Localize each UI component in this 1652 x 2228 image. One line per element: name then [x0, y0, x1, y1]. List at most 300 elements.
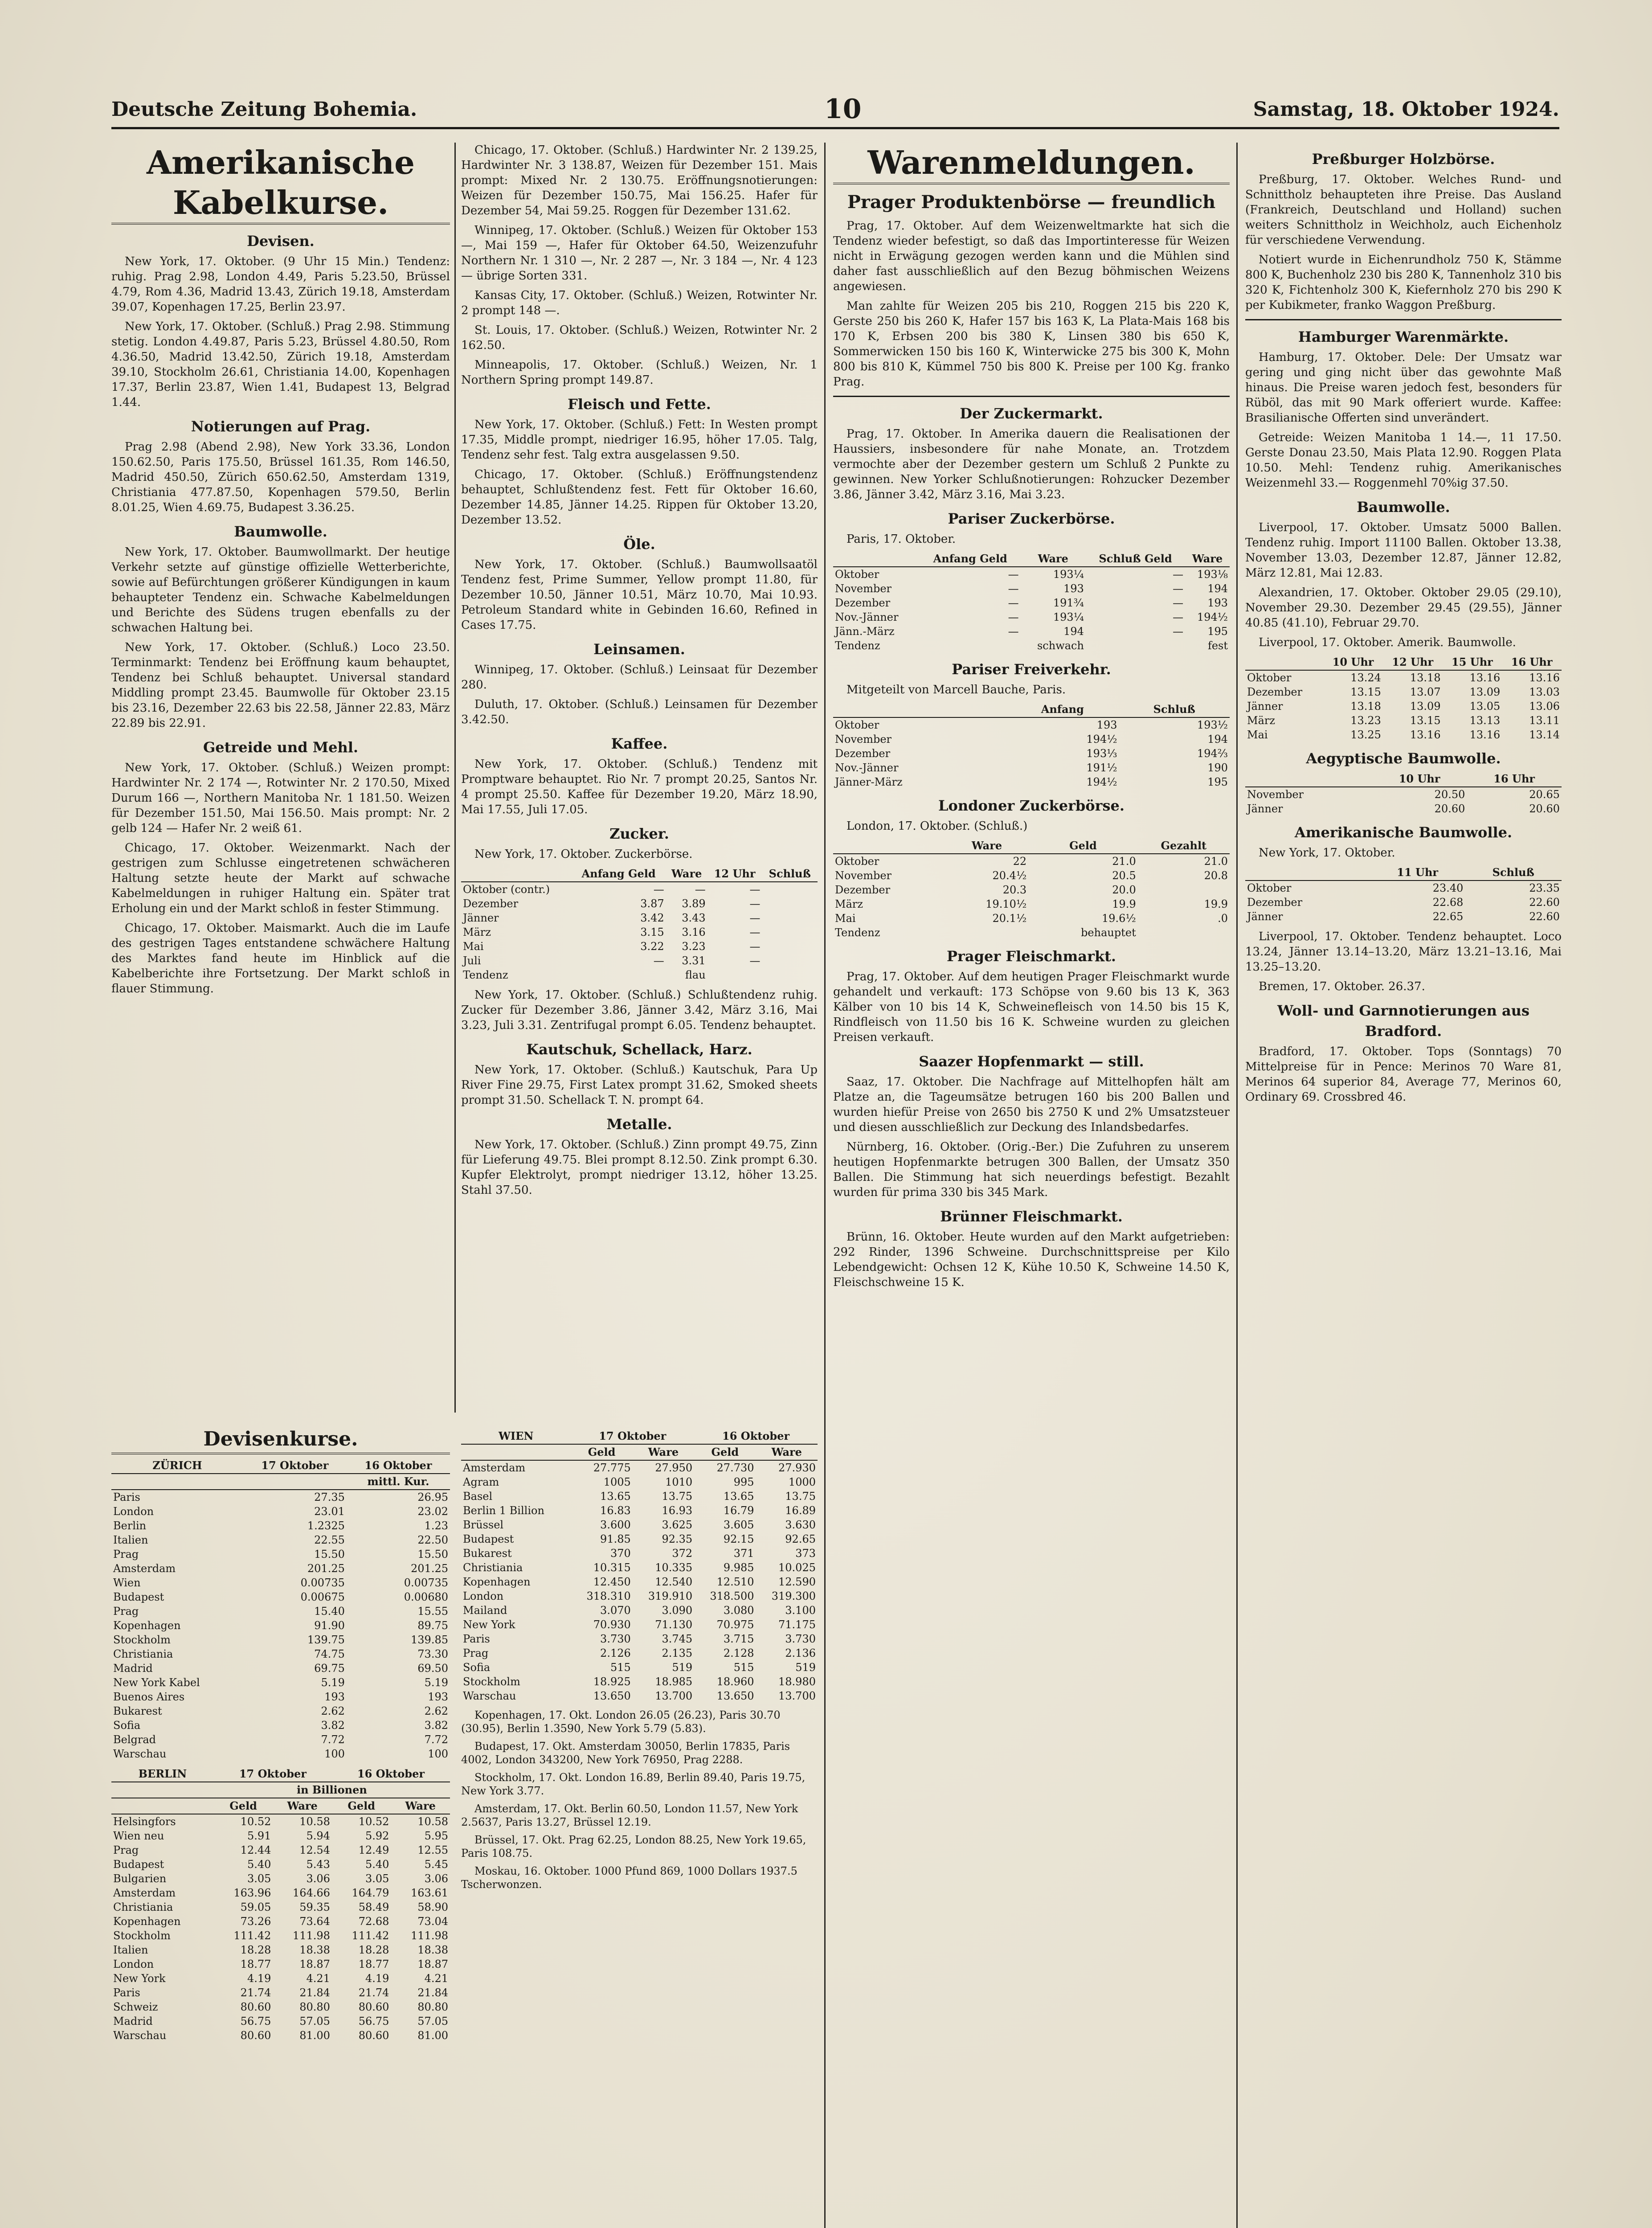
table-cell: Mai: [1247, 729, 1268, 741]
table-cell: 3.605: [723, 1519, 754, 1531]
table-cell: 515: [610, 1661, 631, 1674]
table-cell: 3.16: [682, 926, 706, 938]
table-cell: 16.83: [600, 1504, 631, 1517]
table-cell: 13.650: [593, 1690, 631, 1702]
table-cell: Bukarest: [463, 1547, 512, 1560]
table-cell: 4.21: [306, 1972, 330, 1985]
table-cell: 5.19: [321, 1676, 345, 1689]
table-header-cell: 10 Uhr: [1372, 771, 1467, 787]
table-cell: 190: [1207, 762, 1228, 774]
table-cell: 13.16: [1469, 672, 1501, 684]
table-cell: 2.62: [424, 1705, 448, 1717]
table-cell: 18.87: [417, 1958, 448, 1970]
table-cell: 18.925: [593, 1675, 631, 1688]
table-cell: 163.61: [411, 1887, 448, 1899]
table-row: [461, 939, 818, 954]
table-cell: 12.54: [299, 1844, 330, 1856]
table-cell: [707, 968, 762, 982]
table-cell: 21.84: [299, 1986, 330, 1999]
table-cell: 3.23: [682, 940, 706, 953]
table-cell: Christiania: [113, 1648, 173, 1660]
table-cell: 27.950: [655, 1462, 693, 1474]
table-row: [1245, 728, 1562, 742]
table-cell: 3.87: [640, 897, 664, 910]
table-cell: 13.11: [1529, 714, 1560, 727]
table-cell: 515: [733, 1661, 754, 1674]
table-cell: —: [749, 926, 761, 938]
table-header-cell: [1245, 655, 1323, 670]
table-cell: 193: [1063, 582, 1084, 595]
table-cell: 22.65: [1432, 910, 1464, 923]
table-header-cell: [833, 551, 920, 567]
section-leinsamen: Leinsamen.: [593, 641, 685, 658]
table-cell: 193¼: [1053, 568, 1084, 581]
article-paragraph: New York, 17. Oktober. (Schluß.) Tendenz mit Promptware behauptet. Rio Nr. 7 prompt 20.25, Santos Nr. 4 prompt 25.50. Kaffee für Dezember 19.20, März 18.90, Mai 17.55, Juli 17.05.: [461, 758, 818, 816]
table-row: [111, 1675, 450, 1690]
section-zuckermarkt: Der Zuckermarkt.: [960, 405, 1103, 422]
table-cell: 3.05: [247, 1872, 271, 1885]
table-cell: Tendenz: [835, 639, 880, 652]
article-paragraph: Prag, 17. Oktober. In Amerika dauern die Realisationen der Haussiers, insbesondere für nahe Monate, an. Trotzdem vermochte aber der Dezember gestern um Schluß 2 Punkte zu gewinnen. New Yorker Schlußnotierungen: Rohzucker Dezember 3.86, Jänner 3.42, März 3.16, Mai 3.23.: [833, 427, 1230, 501]
table-cell: —: [1173, 625, 1184, 638]
table-cell: Jänner: [1247, 700, 1283, 713]
table-cell: 1005: [603, 1476, 631, 1488]
table-cell: Oktober: [835, 855, 879, 868]
table-cell: 194½: [1086, 733, 1117, 745]
table-cell: [572, 968, 666, 982]
table-cell: Dezember: [835, 597, 891, 609]
table-cell: Christiania: [463, 1561, 523, 1574]
column-goods-reports: [833, 143, 1230, 2228]
table-cell: 18.77: [358, 1958, 389, 1970]
table-cell: November: [1247, 788, 1304, 801]
table-cell: 13.18: [1410, 672, 1441, 684]
table-cell: 20.4½: [992, 869, 1027, 882]
table-cell: 13.75: [785, 1490, 816, 1503]
table-row: [111, 1943, 450, 1957]
article-paragraph: Prag, 17. Oktober. Auf dem Weizenweltmarkte hat sich die Tendenz wieder befestigt, so daß das Importinteresse für Weizen nicht in Erwägung gezogen werden kann und die Mühlen sind daher fast ausschließlich auf den Bezug böhmischen Weizens angewiesen.: [833, 219, 1230, 293]
table-cell: Prag: [113, 1844, 139, 1856]
section-devisen: Devisen.: [247, 233, 315, 250]
table-cell: 194⅔: [1197, 747, 1228, 760]
table-cell: [1138, 883, 1230, 897]
table-paris-free: [833, 702, 1230, 789]
table-cell: 10.335: [655, 1561, 693, 1574]
table-cell: Prag: [113, 1605, 139, 1618]
table-caption: New York, 17. Oktober.: [1259, 846, 1395, 860]
table-cell: Schweiz: [113, 2001, 158, 2013]
table-cell: 201.25: [411, 1562, 448, 1575]
article-paragraph: New York, 17. Oktober. (Schluß.) Baumwollsaatöl Tendenz fest, Prime Summer, Yellow prompt 11.80, für Dezember 10.50, Jänner 10.51, März 10.70, Mai 10.93. Petroleum Standard white in Gebinden 16.60, Refined in Cases 17.75.: [461, 558, 818, 632]
table-cell: [920, 639, 1021, 653]
table-cell: 7.72: [321, 1733, 345, 1746]
table-cell: 370: [610, 1547, 631, 1560]
table-cell: 5.40: [365, 1858, 389, 1871]
article-paragraph: Duluth, 17. Oktober. (Schluß.) Leinsamen für Dezember 3.42.50.: [461, 698, 818, 726]
table-header-cell: Ware: [1185, 551, 1230, 567]
table-row: [111, 1914, 450, 1929]
headline-goods: Warenmeldungen.: [833, 143, 1230, 184]
table-cell: 56.75: [358, 2015, 389, 2027]
table-cell: Paris: [463, 1633, 490, 1645]
table-cell: 193⅛: [1197, 568, 1228, 581]
section-zucker: Zucker.: [609, 825, 669, 842]
table-cell: Mai: [463, 940, 484, 953]
table-cell: New York Kabel: [113, 1676, 200, 1689]
table-cell: 0.00675: [300, 1591, 345, 1603]
table-cell: Tendenz: [463, 969, 508, 981]
table-cell: 59.05: [240, 1901, 271, 1913]
table-header-cell: Geld: [214, 1798, 273, 1814]
table-row: [833, 775, 1230, 789]
table-row: [833, 854, 1230, 868]
article-paragraph: Chicago, 17. Oktober. Weizenmarkt. Nach der gestrigen zum Schlusse eingetretenen schwächeren Haltung setzte heute der Markt auf schwache Kabelmeldungen in ruhiger Haltung ein. Später trat Erholung ein und der Markt schloß in fester Stimmung.: [111, 841, 450, 915]
table-cell: 19.10½: [985, 898, 1027, 910]
table-cell: 13.700: [655, 1690, 693, 1702]
article-paragraph: Saaz, 17. Oktober. Die Nachfrage auf Mittelhopfen hält am Platze an, die Tageumsätze betrugen 160 bis 200 Ballen und wurden hiefür Preise von 2650 bis 2750 K und 2% Umsatzsteuer und diesen ausschließlich zur Deckung des Inlandsbedarfes.: [833, 1075, 1230, 1134]
table-cell: 5.45: [424, 1858, 448, 1871]
article-paragraph: Chicago, 17. Oktober. Maismarkt. Auch die im Laufe des gestrigen Tages entstandene schwächere Haltung des Marktes fand heute im Hinblick auf die Kabelberichte ihre Fortsetzung. Der Markt schloß in flauer Stimmung.: [111, 922, 450, 995]
table-cell: —: [1173, 568, 1184, 581]
table-cell: 194: [1063, 625, 1084, 638]
wien-forex-block: [461, 1426, 818, 2228]
table-row: [111, 1718, 450, 1732]
table-cell: 5.43: [306, 1858, 330, 1871]
article-paragraph: Getreide: Weizen Manitoba 1 14.—, 11 17.50. Gerste Donau 23.50, Mais Plata 12.90. Roggen Plata 10.50. Mehl: Tendenz ruhig. Amerikanisches Weizenmehl 33.— Roggenmehl 70%ig 37.50.: [1245, 431, 1562, 490]
table-header-cell: Ware: [633, 1444, 694, 1460]
table-cell: 13.09: [1410, 700, 1441, 713]
table-cell: Jänner: [463, 912, 499, 924]
table-row: [833, 897, 1230, 911]
table-cell: 21.74: [240, 1986, 271, 1999]
table-row: [833, 610, 1230, 624]
table-row: [833, 624, 1230, 639]
table-cell: Oktober: [835, 568, 879, 581]
table-row: [111, 1900, 450, 1914]
table-cell: —: [1008, 625, 1019, 638]
table-cell: Madrid: [113, 2015, 153, 2027]
table-cell: Stockholm: [113, 1929, 171, 1942]
table-cell: 10.52: [240, 1815, 271, 1828]
table-row: [111, 1633, 450, 1647]
column-cable-rates: [111, 143, 450, 1413]
table-cell: 2.135: [662, 1647, 693, 1659]
table-cell: 19.9: [1204, 898, 1228, 910]
table-cell: 92.15: [723, 1533, 754, 1545]
table-cell: 71.175: [778, 1618, 816, 1631]
table-cell: 13.700: [778, 1690, 816, 1702]
table-row: [111, 1590, 450, 1604]
berlin-label: BERLIN: [111, 1766, 214, 1782]
article-paragraph: Prag 2.98 (Abend 2.98), New York 33.36, London 150.62.50, Paris 175.50, Brüssel 161.35, Rom 146.50, Madrid 450.50, Zürich 650.62.50, Amsterdam 1319, Christiania 477.87.50, Kopenhagen 579.50, Berlin 8.01.25, Wien 4.69.75, Budapest 3.36.25.: [111, 440, 450, 514]
table-cell: 3.06: [306, 1872, 330, 1885]
table-header-cell: Gezahlt: [1138, 838, 1230, 854]
table-cell: 91.90: [314, 1619, 345, 1632]
article-paragraph: Winnipeg, 17. Oktober. (Schluß.) Leinsaat für Dezember 280.: [461, 663, 818, 692]
table-cell: 3.625: [662, 1519, 693, 1531]
table-cell: Nov.-Jänner: [835, 611, 899, 623]
table-header-cell: [833, 838, 945, 854]
table-cell: Oktober (contr.): [463, 883, 550, 896]
table-cell: 21.0: [1112, 855, 1136, 868]
table-cell: 22.55: [314, 1534, 345, 1546]
table-cell: flau: [685, 969, 706, 981]
table-cell: 73.04: [417, 1915, 448, 1928]
article-paragraph: Bradford, 17. Oktober. Tops (Sonntags) 70 Mittelpreise für in Pence: Merinos 70 Ware 81, Merinos 64 superior 84, Average 77, Merinos 60, Ordinary 69. Crossbred 46.: [1245, 1045, 1562, 1104]
berlin-date-2: 16 Oktober: [332, 1766, 450, 1782]
table-cell: Sofia: [463, 1661, 491, 1674]
table-cell: 194: [1207, 582, 1228, 595]
table-cell: Dezember: [835, 747, 891, 760]
article-paragraph: New York, 17. Oktober. (9 Uhr 15 Min.) Tendenz: ruhig. Prag 2.98, London 4.49, Paris 5.23.50, Brüssel 4.79, Rom 4.36, Madrid 13.43, Zürich 19.18, Amsterdam 39.07, Kopenhagen 17.25, Berlin 23.97.: [111, 255, 450, 314]
table-cell: 191½: [1086, 762, 1117, 774]
section-kautschuk: Kautschuk, Schellack, Harz.: [526, 1041, 752, 1058]
table-cell: [762, 897, 818, 911]
table-cell: London: [113, 1958, 154, 1970]
table-header-cell: 10 Uhr: [1323, 655, 1383, 670]
table-row: [461, 1675, 818, 1689]
table-cell: —: [749, 940, 761, 953]
table-cell: 5.40: [247, 1858, 271, 1871]
table-cell: [762, 954, 818, 968]
table-cell: 1.2325: [307, 1519, 345, 1532]
table-cell: Kopenhagen: [113, 1915, 181, 1928]
table-cell: 100: [324, 1748, 345, 1760]
table-cell: 10.58: [417, 1815, 448, 1828]
table-cell: Brüssel: [463, 1519, 504, 1531]
table-cell: Dezember: [1247, 686, 1303, 698]
table-cell: Amsterdam: [113, 1887, 176, 1899]
table-cell: 57.05: [417, 2015, 448, 2027]
table-cell: 22.50: [417, 1534, 448, 1546]
table-cell: 22.60: [1529, 896, 1560, 909]
table-row: [1245, 713, 1562, 728]
table-cell: 195: [1207, 625, 1228, 638]
column-divider: [824, 143, 826, 2228]
column-divider: [454, 143, 456, 1413]
table-cell: Mai: [835, 912, 856, 925]
table-cell: 20.50: [1434, 788, 1465, 801]
table-cell: 193: [324, 1691, 345, 1703]
table-row: [833, 567, 1230, 582]
table-row: [111, 1690, 450, 1704]
table-header-cell: 15 Uhr: [1443, 655, 1502, 670]
table-cell: 193: [428, 1691, 448, 1703]
table-cell: [1138, 926, 1230, 940]
section-divider: [1245, 319, 1562, 320]
table-cell: 69.50: [417, 1662, 448, 1675]
table-cell: .0: [1218, 912, 1228, 925]
table-cell: Bulgarien: [113, 1872, 167, 1885]
table-row: [1245, 881, 1562, 895]
table-row: [833, 746, 1230, 761]
table-cell: —: [749, 912, 761, 924]
table-cell: [762, 911, 818, 925]
table-cell: 13.16: [1410, 729, 1441, 741]
table-cell: 92.65: [785, 1533, 816, 1545]
table-cell: 3.06: [424, 1872, 448, 1885]
table-cell: 16.89: [785, 1504, 816, 1517]
table-cell: —: [1173, 597, 1184, 609]
table-cell: 3.100: [785, 1604, 816, 1617]
table-cell: 20.60: [1434, 803, 1465, 815]
table-cell: 10.315: [593, 1561, 631, 1574]
table-cell: 10.025: [778, 1561, 816, 1574]
table-cell: —: [695, 883, 706, 896]
section-cotton: Baumwolle.: [1357, 499, 1450, 516]
table-cell: 194½: [1086, 776, 1117, 788]
table-header-cell: [111, 1798, 214, 1814]
table-cell: 201.25: [307, 1562, 345, 1575]
table-cell: 70.930: [593, 1618, 631, 1631]
article-paragraph: Chicago, 17. Oktober. (Schluß.) Eröffnungstendenz behauptet, Schlußtendenz fest. Fett für Oktober 16.60, Dezember 14.85, Jänner 14.25. Rippen für Oktober 13.20, Dezember 13.52.: [461, 468, 818, 527]
forex-note: Kopenhagen, 17. Okt. London 26.05 (26.23), Paris 30.70 (30.95), Berlin 1.3590, New York 5.79 (5.83).: [461, 1709, 781, 1735]
table-row: [461, 1475, 818, 1489]
table-cell: 3.82: [321, 1719, 345, 1732]
section-us-cotton: Amerikanische Baumwolle.: [1294, 824, 1513, 841]
table-cell: 27.775: [593, 1462, 631, 1474]
table-row: [1245, 895, 1562, 909]
table-row: [111, 1957, 450, 1971]
table-row: [111, 1604, 450, 1618]
table-cell: 20.60: [1529, 803, 1560, 815]
article-paragraph: New York, 17. Oktober. (Schluß.) Loco 23.50. Terminmarkt: Tendenz bei Eröffnung kaum behauptet, Tendenz bei Schluß behauptet. Universal standard Middling prompt 23.45. Baumwolle für Oktober 23.15 bis 23.16, Dezember 22.63 bis 22.58, Jänner 22.83, März 22.89 bis 22.91.: [111, 641, 450, 730]
table-cell: Bukarest: [113, 1705, 162, 1717]
table-header-cell: 16 Uhr: [1502, 655, 1562, 670]
table-cell: 80.80: [299, 2001, 330, 2013]
table-cell: Warschau: [113, 1748, 167, 1760]
table-cell: Agram: [463, 1476, 499, 1488]
table-cell: 2.62: [321, 1705, 345, 1717]
table-cell: 0.00735: [300, 1577, 345, 1589]
section-oele: Öle.: [623, 536, 655, 553]
section-bradford-wool: Woll- und Garnnotierungen aus Bradford.: [1277, 1002, 1530, 1040]
table-header-cell: Anfang: [1006, 702, 1119, 717]
article-paragraph: Kansas City, 17. Oktober. (Schluß.) Weizen, Rotwinter Nr. 2 prompt 148 —.: [461, 289, 818, 317]
article-paragraph: New York, 17. Oktober. (Schluß.) Zinn prompt 49.75, Zinn für Lieferung 49.75. Blei prompt 8.12.50. Zink prompt 6.30. Kupfer Elektrolyt, prompt niedriger 13.12, höher 13.25. Stahl 37.50.: [461, 1138, 818, 1197]
forex-note: Stockholm, 17. Okt. London 16.89, Berlin 89.40, Paris 19.75, New York 3.77.: [461, 1771, 806, 1797]
article-paragraph: New York, 17. Oktober. (Schluß.) Schlußtendenz ruhig. Zucker für Dezember 3.86, Jänner 3.42, März 3.16, Mai 3.23, Juli 3.31. Zentrifugal prompt 6.05. Tendenz behauptet.: [461, 988, 818, 1032]
table-cell: Warschau: [113, 2029, 167, 2042]
berlin-date-1: 17 Oktober: [214, 1766, 332, 1782]
page-header: [111, 89, 1559, 129]
table-cell: [1086, 639, 1185, 653]
table-cell: 18.985: [655, 1675, 693, 1688]
table-cell: 91.85: [600, 1533, 631, 1545]
table-row: [461, 1560, 818, 1575]
article-paragraph: New York, 17. Oktober. (Schluß.) Prag 2.98. Stimmung stetig. London 4.49.87, Paris 5.23, Brüssel 4.80.50, Rom 4.36.50, Madrid 13.42.50, Zürich 19.18, Amsterdam 39.10, Stockholm 26.61, Christiania 14.00, Kopenhagen 17.37, Berlin 23.87, Wien 1.41, Budapest 13, Belgrad 1.44.: [111, 320, 450, 409]
table-cell: Jänner: [1247, 803, 1283, 815]
article-paragraph: Alexandrien, 17. Oktober. Oktober 29.05 (29.10), November 29.30. Dezember 29.45 (29.55), Jänner 40.85 (41.10), Februar 29.70.: [1245, 586, 1562, 630]
section-bruenn-meat: Brünner Fleischmarkt.: [940, 1208, 1123, 1225]
table-cell: 70.975: [716, 1618, 754, 1631]
table-cell: 20.3: [1002, 884, 1027, 896]
table-row: [1245, 787, 1562, 802]
table-caption: London, 17. Oktober. (Schluß.): [846, 819, 1028, 833]
table-header-cell: Ware: [945, 838, 1028, 854]
section-divider: [833, 396, 1230, 397]
wien-date-2: 16 Oktober: [694, 1429, 818, 1444]
table-cell: 1000: [788, 1476, 816, 1488]
table-row: [111, 1857, 450, 1872]
table-cell: New York: [463, 1618, 515, 1631]
article-paragraph: New York, 17. Oktober. Baumwollmarkt. Der heutige Verkehr setzte auf günstige offizielle Wetterberichte, sowie auf Befürchtungen größerer Kündigungen in kaum behaupteter Tendenz ein. Schwache Kabelmeldungen und Berichte des Südens trugen ebenfalls zu der schwachen Haltung bei.: [111, 545, 450, 635]
table-cell: 80.60: [240, 2029, 271, 2042]
table-cell: 10.58: [299, 1815, 330, 1828]
table-row: [461, 1546, 818, 1560]
table-cell: 1.23: [424, 1519, 448, 1532]
table-row: [461, 925, 818, 939]
article-paragraph: New York, 17. Oktober. (Schluß.) Weizen prompt: Hardwinter Nr. 2 174 —, Rotwinter Nr. 2 170.50, Mixed Durum 166 —, Northern Manitoba Nr. 1 181.50. Weizen für Dezember 151.50, Mai 156.50. Mais prompt: Nr. 2 gelb 124 — Hafer Nr. 2 weiß 61.: [111, 761, 450, 835]
table-cell: März: [1247, 714, 1275, 727]
table-cell: 194: [1207, 733, 1228, 745]
table-row: [833, 639, 1230, 653]
table-cell: Oktober: [835, 719, 879, 731]
table-cell: 5.95: [424, 1830, 448, 1842]
forex-block: [111, 1426, 450, 2228]
table-cell: 164.79: [352, 1887, 389, 1899]
table-cell: Juli: [463, 954, 481, 967]
article-paragraph: Bremen, 17. Oktober. 26.37.: [1259, 980, 1425, 993]
table-cell: Stockholm: [463, 1675, 520, 1688]
table-cell: Warschau: [463, 1690, 516, 1702]
table-header-cell: Geld: [694, 1444, 756, 1460]
table-caption: Liverpool, 17. Oktober. Amerik. Baumwolle.: [1259, 636, 1516, 649]
table-header-cell: 11 Uhr: [1370, 865, 1465, 881]
table-row: [111, 1732, 450, 1747]
table-cell: 3.080: [723, 1604, 754, 1617]
table-row: [111, 2028, 450, 2043]
table-row: [111, 1504, 450, 1519]
table-cell: Nov.-Jänner: [835, 762, 899, 774]
table-row: [111, 1618, 450, 1633]
table-cell: 100: [428, 1748, 448, 1760]
table-cell: 23.35: [1529, 882, 1560, 894]
table-cell: 15.55: [417, 1605, 448, 1618]
table-cell: Wien: [113, 1577, 141, 1589]
table-row: [461, 1518, 818, 1532]
table-cell: Wien neu: [113, 1830, 164, 1842]
table-row: [111, 1814, 450, 1829]
table-row: [111, 1647, 450, 1661]
table-cell: —: [1008, 568, 1019, 581]
table-header-cell: Schluß: [762, 866, 818, 882]
table-cell: 0.00680: [404, 1591, 448, 1603]
table-cell: 3.090: [662, 1604, 693, 1617]
table-cell: 23.01: [314, 1505, 345, 1518]
table-cell: 13.75: [662, 1490, 693, 1503]
table-cell: New York: [113, 1972, 166, 1985]
table-cell: 13.14: [1529, 729, 1560, 741]
table-cell: 371: [733, 1547, 754, 1560]
section-fleisch: Fleisch und Fette.: [568, 396, 711, 413]
table-row: [833, 868, 1230, 883]
forex-note: Brüssel, 17. Okt. Prag 62.25, London 88.25, New York 19.65, Paris 108.75.: [461, 1834, 806, 1859]
table-cell: 12.540: [655, 1576, 693, 1588]
table-header-cell: Schluß Geld: [1086, 551, 1185, 567]
table-cell: 18.960: [716, 1675, 754, 1688]
table-cell: 139.85: [411, 1634, 448, 1646]
table-cell: 13.23: [1350, 714, 1381, 727]
table-cell: —: [1173, 582, 1184, 595]
table-cell: 21.74: [358, 1986, 389, 1999]
table-cell: 193⅓: [1086, 747, 1117, 760]
table-cell: 3.630: [785, 1519, 816, 1531]
headline-cable-rates: Amerikanische Kabelkurse.: [111, 143, 450, 225]
table-cell: Jänner: [1247, 910, 1283, 923]
table-cell: 20.65: [1529, 788, 1560, 801]
table-cell: [762, 882, 818, 897]
